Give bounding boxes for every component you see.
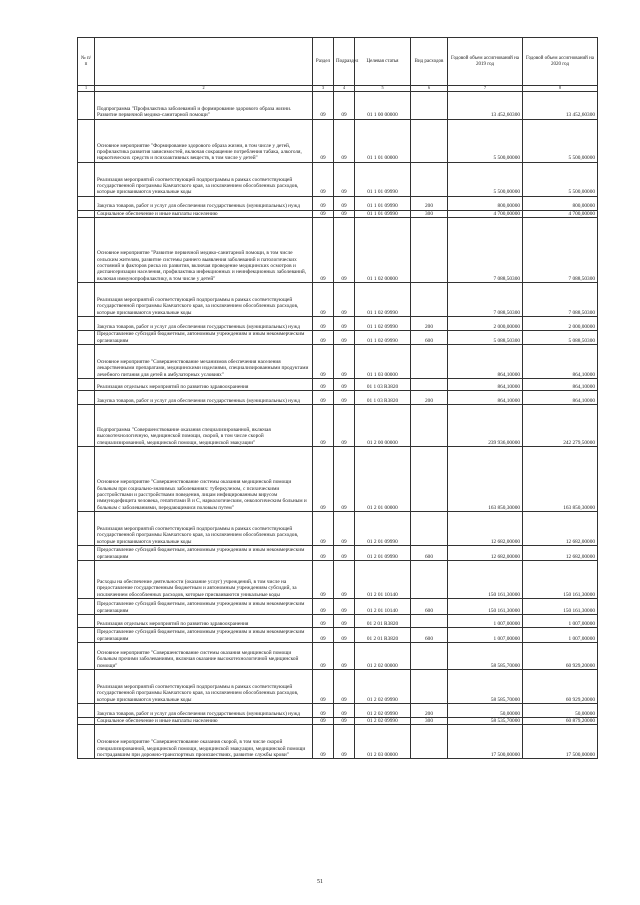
- cell-2019: 150 161,30000: [448, 560, 523, 598]
- cell-razdel: 09: [313, 330, 334, 344]
- cell-name: Предоставление субсидий бюджетным, автономным учреждениям и иным некоммерческим организациям: [95, 598, 313, 614]
- cell-podrazdel: 09: [334, 545, 355, 560]
- cell-2020: 60 929,20000: [523, 669, 598, 703]
- cell-name: Социальное обеспечение и иные выплаты населению: [95, 717, 313, 724]
- cell-podrazdel: 09: [334, 642, 355, 669]
- table-row: [78, 404, 598, 446]
- cell-num: [78, 598, 95, 614]
- cell-razdel: 09: [313, 378, 334, 390]
- cell-csr: 01 1 02 09990: [355, 330, 411, 344]
- cell-2019: 58 585,70000: [448, 642, 523, 669]
- cell-razdel: 09: [313, 390, 334, 404]
- table-row: [78, 330, 598, 344]
- header-2019: Годовой объем ассигнований на 2019 год: [448, 38, 523, 86]
- table-row: [78, 717, 598, 724]
- cell-num: [78, 404, 95, 446]
- table-header-row: [78, 38, 598, 86]
- cell-podrazdel: 09: [334, 344, 355, 378]
- table-body: [78, 91, 598, 759]
- cell-csr: 01 2 01 09990: [355, 545, 411, 560]
- cell-num: [78, 210, 95, 217]
- cell-name: Расходы на обеспечение деятельности (оказание услуг) учреждений, в том числе на предоставление государственным бюджетным и автономным учреждениям субсидий, за исключением обособленных расходов, которые присваиваются уникальные коды: [95, 560, 313, 598]
- cell-vid: [411, 119, 448, 162]
- cell-2020: 800,00000: [523, 196, 598, 210]
- cell-razdel: 09: [313, 560, 334, 598]
- header-2020: Годовой объем ассигнований на 2020 год: [523, 38, 598, 86]
- cell-podrazdel: 09: [334, 162, 355, 196]
- cell-vid: [411, 378, 448, 390]
- cell-name: Реализация мероприятий соответствующей подпрограммы в рамках соответствующей государственной программы Камчатского края, за исключением обособленных расходов, которые присваиваются уникальные коды: [95, 162, 313, 196]
- cell-csr: 01 2 02 09990: [355, 703, 411, 717]
- cell-2020: 13 452,60300: [523, 91, 598, 119]
- cell-num: [78, 282, 95, 316]
- cell-csr: 01 2 01 00000: [355, 446, 411, 511]
- cell-csr: 01 1 02 00000: [355, 217, 411, 282]
- cell-vid: [411, 446, 448, 511]
- cell-razdel: 09: [313, 669, 334, 703]
- cell-vid: 200: [411, 196, 448, 210]
- cell-razdel: 09: [313, 627, 334, 642]
- table-row: [78, 545, 598, 560]
- cell-num: [78, 217, 95, 282]
- cell-num: [78, 703, 95, 717]
- cell-2019: 13 452,60300: [448, 91, 523, 119]
- cell-2020: 150 161,30000: [523, 598, 598, 614]
- cell-razdel: 09: [313, 282, 334, 316]
- cell-razdel: 09: [313, 545, 334, 560]
- cell-vid: [411, 344, 448, 378]
- cell-name: Социальное обеспечение и иные выплаты населению: [95, 210, 313, 217]
- cell-num: [78, 725, 95, 759]
- cell-name: Реализация мероприятий соответствующей подпрограммы в рамках соответствующей государственной программы Камчатского края, за исключением обособленных расходов, которые присваиваются уникальные коды: [95, 282, 313, 316]
- table-row: [78, 560, 598, 598]
- cell-2020: 242 279,50000: [523, 404, 598, 446]
- cell-podrazdel: 09: [334, 404, 355, 446]
- cell-2020: 150 161,30000: [523, 560, 598, 598]
- header-vid: Вид расходов: [411, 38, 448, 86]
- cell-podrazdel: 09: [334, 378, 355, 390]
- cell-podrazdel: 09: [334, 210, 355, 217]
- table-row: [78, 446, 598, 511]
- table-row: [78, 316, 598, 330]
- cell-vid: [411, 642, 448, 669]
- cell-podrazdel: 09: [334, 511, 355, 545]
- cell-num: [78, 119, 95, 162]
- cell-2020: 12 682,00000: [523, 545, 598, 560]
- cell-csr: 01 1 02 09990: [355, 316, 411, 330]
- column-index: 5: [355, 86, 411, 92]
- cell-2019: 7 088,50300: [448, 282, 523, 316]
- cell-name: Основное мероприятие "Развитие первичной медико-санитарной помощи, в том числе сельским жителям, развитие системы раннего выявления заболеваний и патологических состояний и факторов риска их развития, включая проведение медицинских осмотров и диспансеризации населения, профилактика инфекционных и неинфекционных заболеваний, включая иммунопрофилактику, в том числе у детей": [95, 217, 313, 282]
- cell-2020: 864,10000: [523, 378, 598, 390]
- cell-vid: [411, 404, 448, 446]
- cell-2020: 864,10000: [523, 390, 598, 404]
- cell-podrazdel: 09: [334, 390, 355, 404]
- cell-podrazdel: 09: [334, 446, 355, 511]
- cell-2020: 12 682,00000: [523, 511, 598, 545]
- column-index: 6: [411, 86, 448, 92]
- cell-2019: 4 700,00000: [448, 210, 523, 217]
- cell-2019: 58 585,70000: [448, 669, 523, 703]
- cell-num: [78, 390, 95, 404]
- cell-csr: 01 2 01 R3820: [355, 614, 411, 627]
- cell-2019: 864,10000: [448, 344, 523, 378]
- cell-num: [78, 669, 95, 703]
- cell-razdel: 09: [313, 642, 334, 669]
- cell-2019: 1 007,00000: [448, 627, 523, 642]
- cell-csr: 01 1 01 00000: [355, 119, 411, 162]
- cell-2020: 5 500,00000: [523, 119, 598, 162]
- cell-vid: 200: [411, 703, 448, 717]
- cell-razdel: 09: [313, 344, 334, 378]
- cell-csr: 01 2 01 09990: [355, 511, 411, 545]
- cell-vid: [411, 511, 448, 545]
- column-index: 2: [95, 86, 313, 92]
- cell-vid: 300: [411, 210, 448, 217]
- cell-vid: 600: [411, 598, 448, 614]
- cell-num: [78, 196, 95, 210]
- table-row: [78, 378, 598, 390]
- cell-csr: 01 2 01 10140: [355, 560, 411, 598]
- cell-2019: 864,10000: [448, 390, 523, 404]
- cell-2019: 800,00000: [448, 196, 523, 210]
- cell-num: [78, 642, 95, 669]
- cell-csr: 01 2 02 00000: [355, 642, 411, 669]
- cell-2020: 4 700,00000: [523, 210, 598, 217]
- cell-2019: 7 088,50300: [448, 217, 523, 282]
- cell-razdel: 09: [313, 119, 334, 162]
- cell-2019: 12 682,00000: [448, 511, 523, 545]
- cell-csr: 01 1 02 09990: [355, 282, 411, 316]
- table-row: [78, 91, 598, 119]
- cell-podrazdel: 09: [334, 717, 355, 724]
- cell-2019: 12 682,00000: [448, 545, 523, 560]
- cell-name: Предоставление субсидий бюджетным, автономным учреждениям и иным некоммерческим организациям: [95, 330, 313, 344]
- cell-csr: 01 1 03 R3820: [355, 378, 411, 390]
- cell-2020: 1 007,00000: [523, 627, 598, 642]
- column-index: 3: [313, 86, 334, 92]
- cell-name: Реализация мероприятий соответствующей подпрограммы в рамках соответствующей государственной программы Камчатского края, за исключением обособленных расходов, которые присваиваются уникальные коды: [95, 669, 313, 703]
- cell-name: Реализация отдельных мероприятий по развитию здравоохранения: [95, 614, 313, 627]
- cell-razdel: 09: [313, 598, 334, 614]
- cell-vid: [411, 91, 448, 119]
- cell-name: Основное мероприятие "Совершенствование системы оказания медицинской помощи больным прочими заболеваниями, включая оказание высокотехнологичной медицинской помощи": [95, 642, 313, 669]
- cell-podrazdel: 09: [334, 560, 355, 598]
- cell-num: [78, 344, 95, 378]
- table-row: [78, 196, 598, 210]
- table-row: [78, 642, 598, 669]
- cell-num: [78, 511, 95, 545]
- cell-podrazdel: 09: [334, 725, 355, 759]
- cell-2020: 5 500,00000: [523, 162, 598, 196]
- table-row: [78, 282, 598, 316]
- table-row: [78, 210, 598, 217]
- table-row: [78, 614, 598, 627]
- cell-podrazdel: 09: [334, 627, 355, 642]
- cell-2019: 17 500,00000: [448, 725, 523, 759]
- header-name: [95, 38, 313, 86]
- table-row: [78, 344, 598, 378]
- header-csr: Целевая статья: [355, 38, 411, 86]
- cell-name: Основное мероприятие "Формирование здорового образа жизни, в том числе у детей, профилактика развития зависимостей, включая сокращение потребления табака, алкоголя, наркотических средств и психоактивных веществ, в том числе у детей": [95, 119, 313, 162]
- cell-csr: 01 1 01 09990: [355, 196, 411, 210]
- cell-razdel: 09: [313, 446, 334, 511]
- cell-name: Закупка товаров, работ и услуг для обеспечения государственных (муниципальных) нужд: [95, 196, 313, 210]
- cell-vid: [411, 725, 448, 759]
- cell-num: [78, 545, 95, 560]
- cell-razdel: 09: [313, 162, 334, 196]
- header-num: № п/п: [78, 38, 95, 86]
- cell-2019: 5 500,00000: [448, 119, 523, 162]
- cell-2019: 163 850,30000: [448, 446, 523, 511]
- cell-2020: 50,00000: [523, 703, 598, 717]
- cell-2019: 150 161,30000: [448, 598, 523, 614]
- cell-vid: 200: [411, 390, 448, 404]
- table-row: [78, 162, 598, 196]
- cell-razdel: 09: [313, 404, 334, 446]
- cell-name: Основное мероприятие "Совершенствование системы оказания медицинской помощи больным при социально-значимых заболеваниях: туберкулезом, с психическими расстройствами и расстройствами поведения, лицам инфицированным вирусом иммунодефицита человека, гепатитами В и С, наркологическим, онкологическим больным и больным с заболеваниями, передающимися половым путем": [95, 446, 313, 511]
- cell-num: [78, 91, 95, 119]
- cell-2019: 5 088,50300: [448, 330, 523, 344]
- cell-name: Подпрограмма "Совершенствование оказания специализированной, включая высокотехнологичную, медицинской помощи, скорой, в том числе скорой специализированной, медицинской помощи, медицинской эвакуации": [95, 404, 313, 446]
- cell-num: [78, 330, 95, 344]
- header-razdel: Раздел: [313, 38, 334, 86]
- cell-2020: 7 088,50300: [523, 217, 598, 282]
- cell-2019: 1 007,00000: [448, 614, 523, 627]
- cell-vid: [411, 282, 448, 316]
- cell-num: [78, 378, 95, 390]
- cell-csr: 01 2 02 09990: [355, 669, 411, 703]
- table-row: [78, 598, 598, 614]
- cell-num: [78, 614, 95, 627]
- cell-2019: 239 936,00000: [448, 404, 523, 446]
- cell-2020: 60 929,20000: [523, 642, 598, 669]
- cell-name: Закупка товаров, работ и услуг для обеспечения государственных (муниципальных) нужд: [95, 703, 313, 717]
- cell-2020: 864,10000: [523, 344, 598, 378]
- table-row: [78, 511, 598, 545]
- cell-podrazdel: 09: [334, 703, 355, 717]
- cell-2020: 5 088,50300: [523, 330, 598, 344]
- cell-razdel: 09: [313, 703, 334, 717]
- cell-2019: 864,10000: [448, 378, 523, 390]
- cell-podrazdel: 09: [334, 196, 355, 210]
- cell-vid: [411, 217, 448, 282]
- column-index: 7: [448, 86, 523, 92]
- cell-name: Реализация мероприятий соответствующей подпрограммы в рамках соответствующей государственной программы Камчатского края, за исключением обособленных расходов, которые присваиваются уникальные коды: [95, 511, 313, 545]
- cell-razdel: 09: [313, 196, 334, 210]
- cell-name: Подпрограмма "Профилактика заболеваний и формирование здорового образа жизни. Развитие первичной медико-санитарной помощи": [95, 91, 313, 119]
- cell-razdel: 09: [313, 210, 334, 217]
- cell-razdel: 09: [313, 717, 334, 724]
- cell-razdel: 09: [313, 725, 334, 759]
- cell-csr: 01 2 03 00000: [355, 725, 411, 759]
- cell-vid: 600: [411, 545, 448, 560]
- cell-podrazdel: 09: [334, 217, 355, 282]
- table-row: [78, 119, 598, 162]
- cell-csr: 01 2 01 10140: [355, 598, 411, 614]
- column-index: 1: [78, 86, 95, 92]
- cell-name: Закупка товаров, работ и услуг для обеспечения государственных (муниципальных) нужд: [95, 390, 313, 404]
- cell-2020: 2 000,00000: [523, 316, 598, 330]
- cell-vid: [411, 669, 448, 703]
- cell-num: [78, 560, 95, 598]
- cell-podrazdel: 09: [334, 91, 355, 119]
- cell-2020: 60 879,20000: [523, 717, 598, 724]
- cell-2019: 2 000,00000: [448, 316, 523, 330]
- cell-name: Предоставление субсидий бюджетным, автономным учреждениям и иным некоммерческим организациям: [95, 627, 313, 642]
- table-row: [78, 390, 598, 404]
- cell-podrazdel: 09: [334, 330, 355, 344]
- cell-razdel: 09: [313, 91, 334, 119]
- cell-name: Закупка товаров, работ и услуг для обеспечения государственных (муниципальных) нужд: [95, 316, 313, 330]
- cell-razdel: 09: [313, 217, 334, 282]
- cell-2019: 5 500,00000: [448, 162, 523, 196]
- cell-name: Реализация отдельных мероприятий по развитию здравоохранения: [95, 378, 313, 390]
- cell-vid: 200: [411, 316, 448, 330]
- cell-podrazdel: 09: [334, 669, 355, 703]
- cell-podrazdel: 09: [334, 119, 355, 162]
- cell-vid: [411, 614, 448, 627]
- cell-2020: 1 007,00000: [523, 614, 598, 627]
- column-index: 8: [523, 86, 598, 92]
- cell-name: Основное мероприятие "Совершенствование оказания скорой, в том числе скорой специализированной, медицинской помощи, медицинской эвакуации, медицинской помощи пострадавшим при дорожно-транспортных происшествиях, развитие службы крови": [95, 725, 313, 759]
- cell-vid: 600: [411, 330, 448, 344]
- cell-csr: 01 2 02 09990: [355, 717, 411, 724]
- header-podrazdel: Подраздел: [334, 38, 355, 86]
- cell-num: [78, 627, 95, 642]
- cell-name: Предоставление субсидий бюджетным, автономным учреждениям и иным некоммерческим организациям: [95, 545, 313, 560]
- cell-razdel: 09: [313, 511, 334, 545]
- table-row: [78, 669, 598, 703]
- cell-razdel: 09: [313, 614, 334, 627]
- cell-2020: 7 088,50300: [523, 282, 598, 316]
- cell-2020: 163 850,30000: [523, 446, 598, 511]
- cell-csr: 01 2 01 R3820: [355, 627, 411, 642]
- cell-name: Основное мероприятие "Совершенствование механизмов обеспечения населения лекарственными препаратами, медицинскими изделиями, специализированными продуктами лечебного питания для детей в амбулаторных условиях": [95, 344, 313, 378]
- cell-vid: 300: [411, 717, 448, 724]
- cell-num: [78, 316, 95, 330]
- cell-csr: 01 1 03 R3820: [355, 390, 411, 404]
- cell-vid: 600: [411, 627, 448, 642]
- cell-num: [78, 446, 95, 511]
- budget-table: [77, 37, 598, 759]
- cell-csr: 01 1 01 09990: [355, 162, 411, 196]
- cell-num: [78, 717, 95, 724]
- cell-vid: [411, 162, 448, 196]
- cell-csr: 01 1 01 09990: [355, 210, 411, 217]
- cell-csr: 01 1 03 00000: [355, 344, 411, 378]
- cell-podrazdel: 09: [334, 282, 355, 316]
- cell-2020: 17 500,00000: [523, 725, 598, 759]
- cell-csr: 01 2 00 00000: [355, 404, 411, 446]
- cell-num: [78, 162, 95, 196]
- cell-podrazdel: 09: [334, 316, 355, 330]
- table-row: [78, 725, 598, 759]
- cell-csr: 01 1 00 00000: [355, 91, 411, 119]
- table-row: [78, 217, 598, 282]
- table-row: [78, 627, 598, 642]
- cell-2019: 58 535,70000: [448, 717, 523, 724]
- column-index: 4: [334, 86, 355, 92]
- cell-podrazdel: 09: [334, 598, 355, 614]
- cell-2019: 50,00000: [448, 703, 523, 717]
- cell-razdel: 09: [313, 316, 334, 330]
- table-row: [78, 703, 598, 717]
- cell-vid: [411, 560, 448, 598]
- page-number: 51: [317, 879, 323, 885]
- cell-podrazdel: 09: [334, 614, 355, 627]
